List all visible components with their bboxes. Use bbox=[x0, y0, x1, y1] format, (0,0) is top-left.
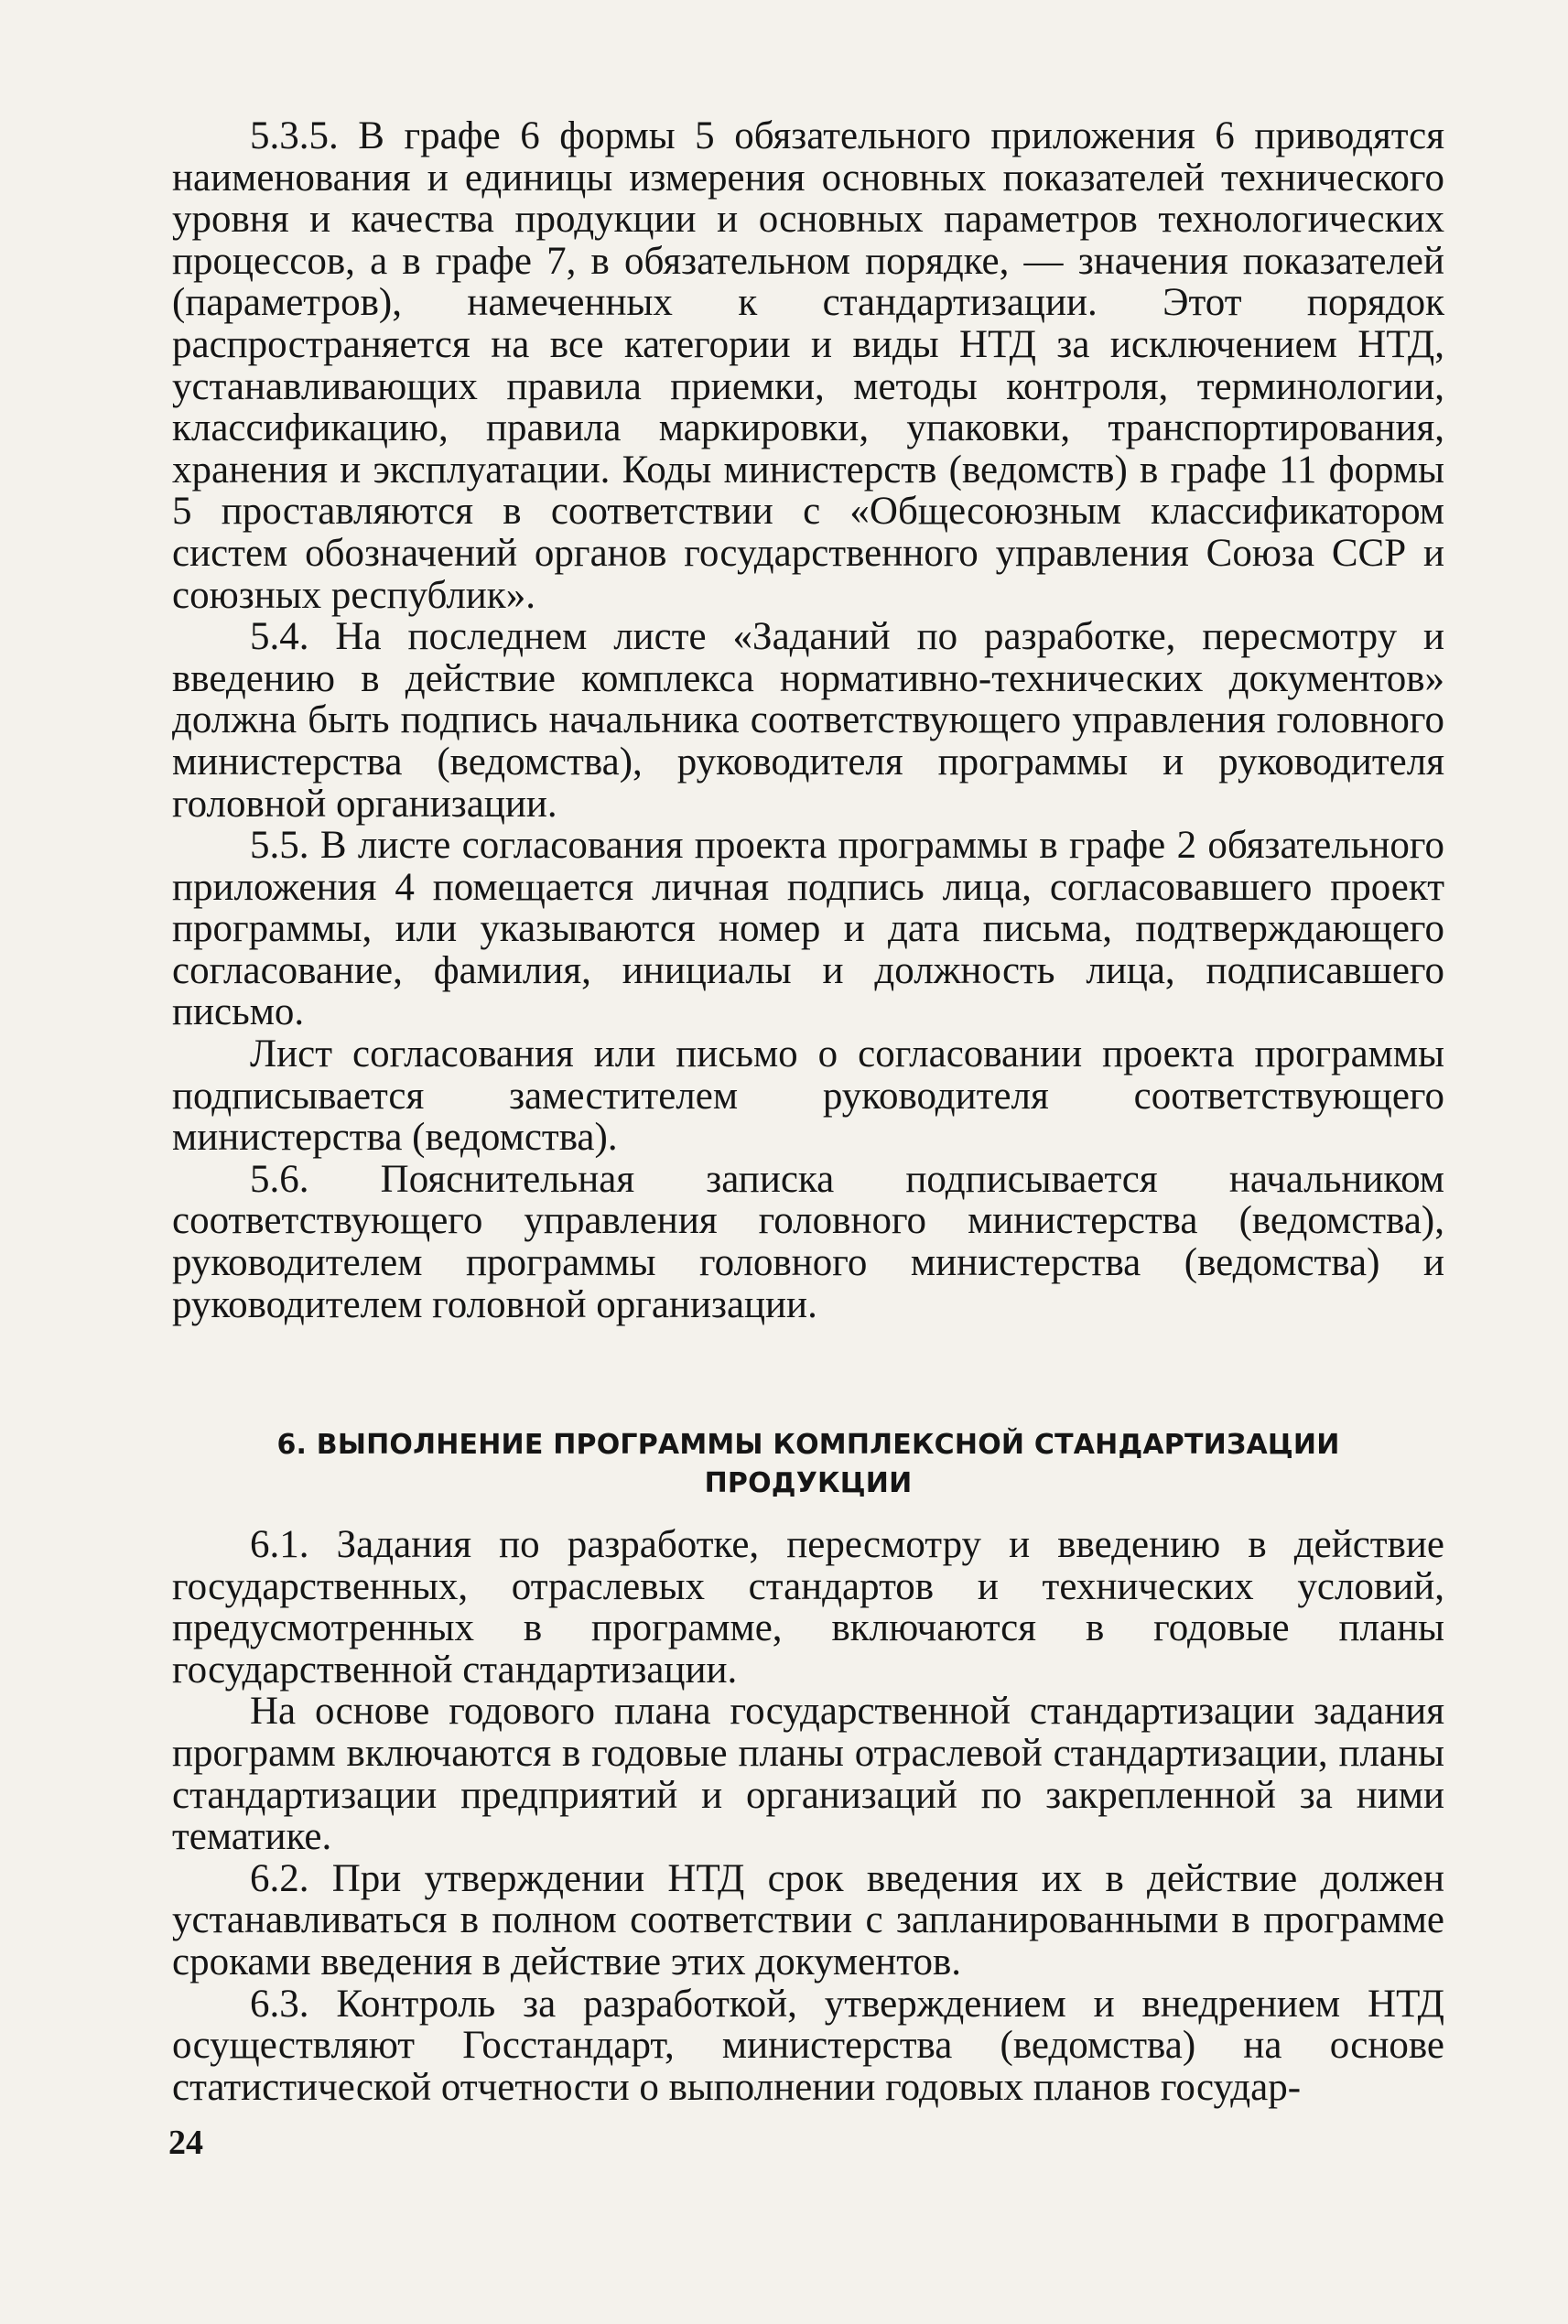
paragraph-6-2: 6.2. При утверждении НТД срок введения их в действие должен устанавливаться в полном соответствии с запланированными в программе сроками введения в действие этих документов. bbox=[172, 1856, 1444, 1984]
section-6-text bbox=[172, 1524, 1444, 2108]
paragraph-5-3-5: 5.3.5. В графе 6 формы 5 обязательного приложения 6 приводятся наименования и единицы измерения основных показателей технического уровня и качества продукции и основных параметров технологических процессов, а в графе 7, в обязательном порядке, — значения показателей (параметров), намеченных к стандартизации. Этот порядок распространяется на все категории и виды НТД за исключением НТД, устанавливающих правила приемки, методы контроля, терминологии, классификацию, правила маркировки, упаковки, транспортирования, хранения и эксплуатации. Коды министерств (ведомств) в графе 11 формы 5 проставляются в соответствии с «Общесоюзным классификатором систем обозначений органов государственного управления Союза ССР и союзных республик». bbox=[172, 114, 1444, 617]
paragraph-approval-sheet: Лист согласования или письмо о согласовании проекта программы подписывается заместителем руководителя соответствующего министерства (ведомства). bbox=[172, 1032, 1444, 1160]
paragraph-6-1: 6.1. Задания по разработке, пересмотру и введению в действие государственных, отраслевых стандартов и технических условий, предусмотренных в программе, включаются в годовые планы государственной стандартизации. bbox=[172, 1523, 1444, 1692]
paragraph-annual-plan: На основе годового плана государственной стандартизации задания программ включаются в годовые планы отраслевой стандартизации, планы стандартизации предприятий и организаций по закрепленной за ними тематике. bbox=[172, 1690, 1444, 1859]
paragraph-5-6: 5.6. Пояснительная записка подписывается начальником соответствующего управления головного министерства (ведомства), руководителем программы головного министерства (ведомства) и руководителем головной организации. bbox=[172, 1157, 1444, 1326]
section-6-heading bbox=[172, 1426, 1444, 1503]
paragraph-5-4: 5.4. На последнем листе «Заданий по разработке, пересмотру и введению в действие комплекса нормативно-технических документов» должна быть подпись начальника соответствующего управления головного министерства (ведомства), руководителя программы и руководителя головной организации. bbox=[172, 615, 1444, 826]
page-number: 24 bbox=[168, 2124, 203, 2162]
section-6-heading-line-1: 6. ВЫПОЛНЕНИЕ ПРОГРАММЫ КОМПЛЕКСНОЙ СТАНДАРТИЗАЦИИ bbox=[276, 1429, 1340, 1461]
section-6-heading-line-2: ПРОДУКЦИИ bbox=[704, 1467, 913, 1499]
paragraph-6-3: 6.3. Контроль за разработкой, утверждением и внедрением НТД осуществляют Госстандарт, министерства (ведомства) на основе статистической отчетности о выполнении годовых планов государ- bbox=[172, 1982, 1444, 2109]
paragraph-5-5: 5.5. В листе согласования проекта программы в графе 2 обязательного приложения 4 помещается личная подпись лица, согласовавшего проект программы, или указываются номер и дата письма, подтверждающего согласование, фамилия, инициалы и должность лица, подписавшего письмо. bbox=[172, 824, 1444, 1034]
section-5-text bbox=[172, 115, 1444, 1325]
